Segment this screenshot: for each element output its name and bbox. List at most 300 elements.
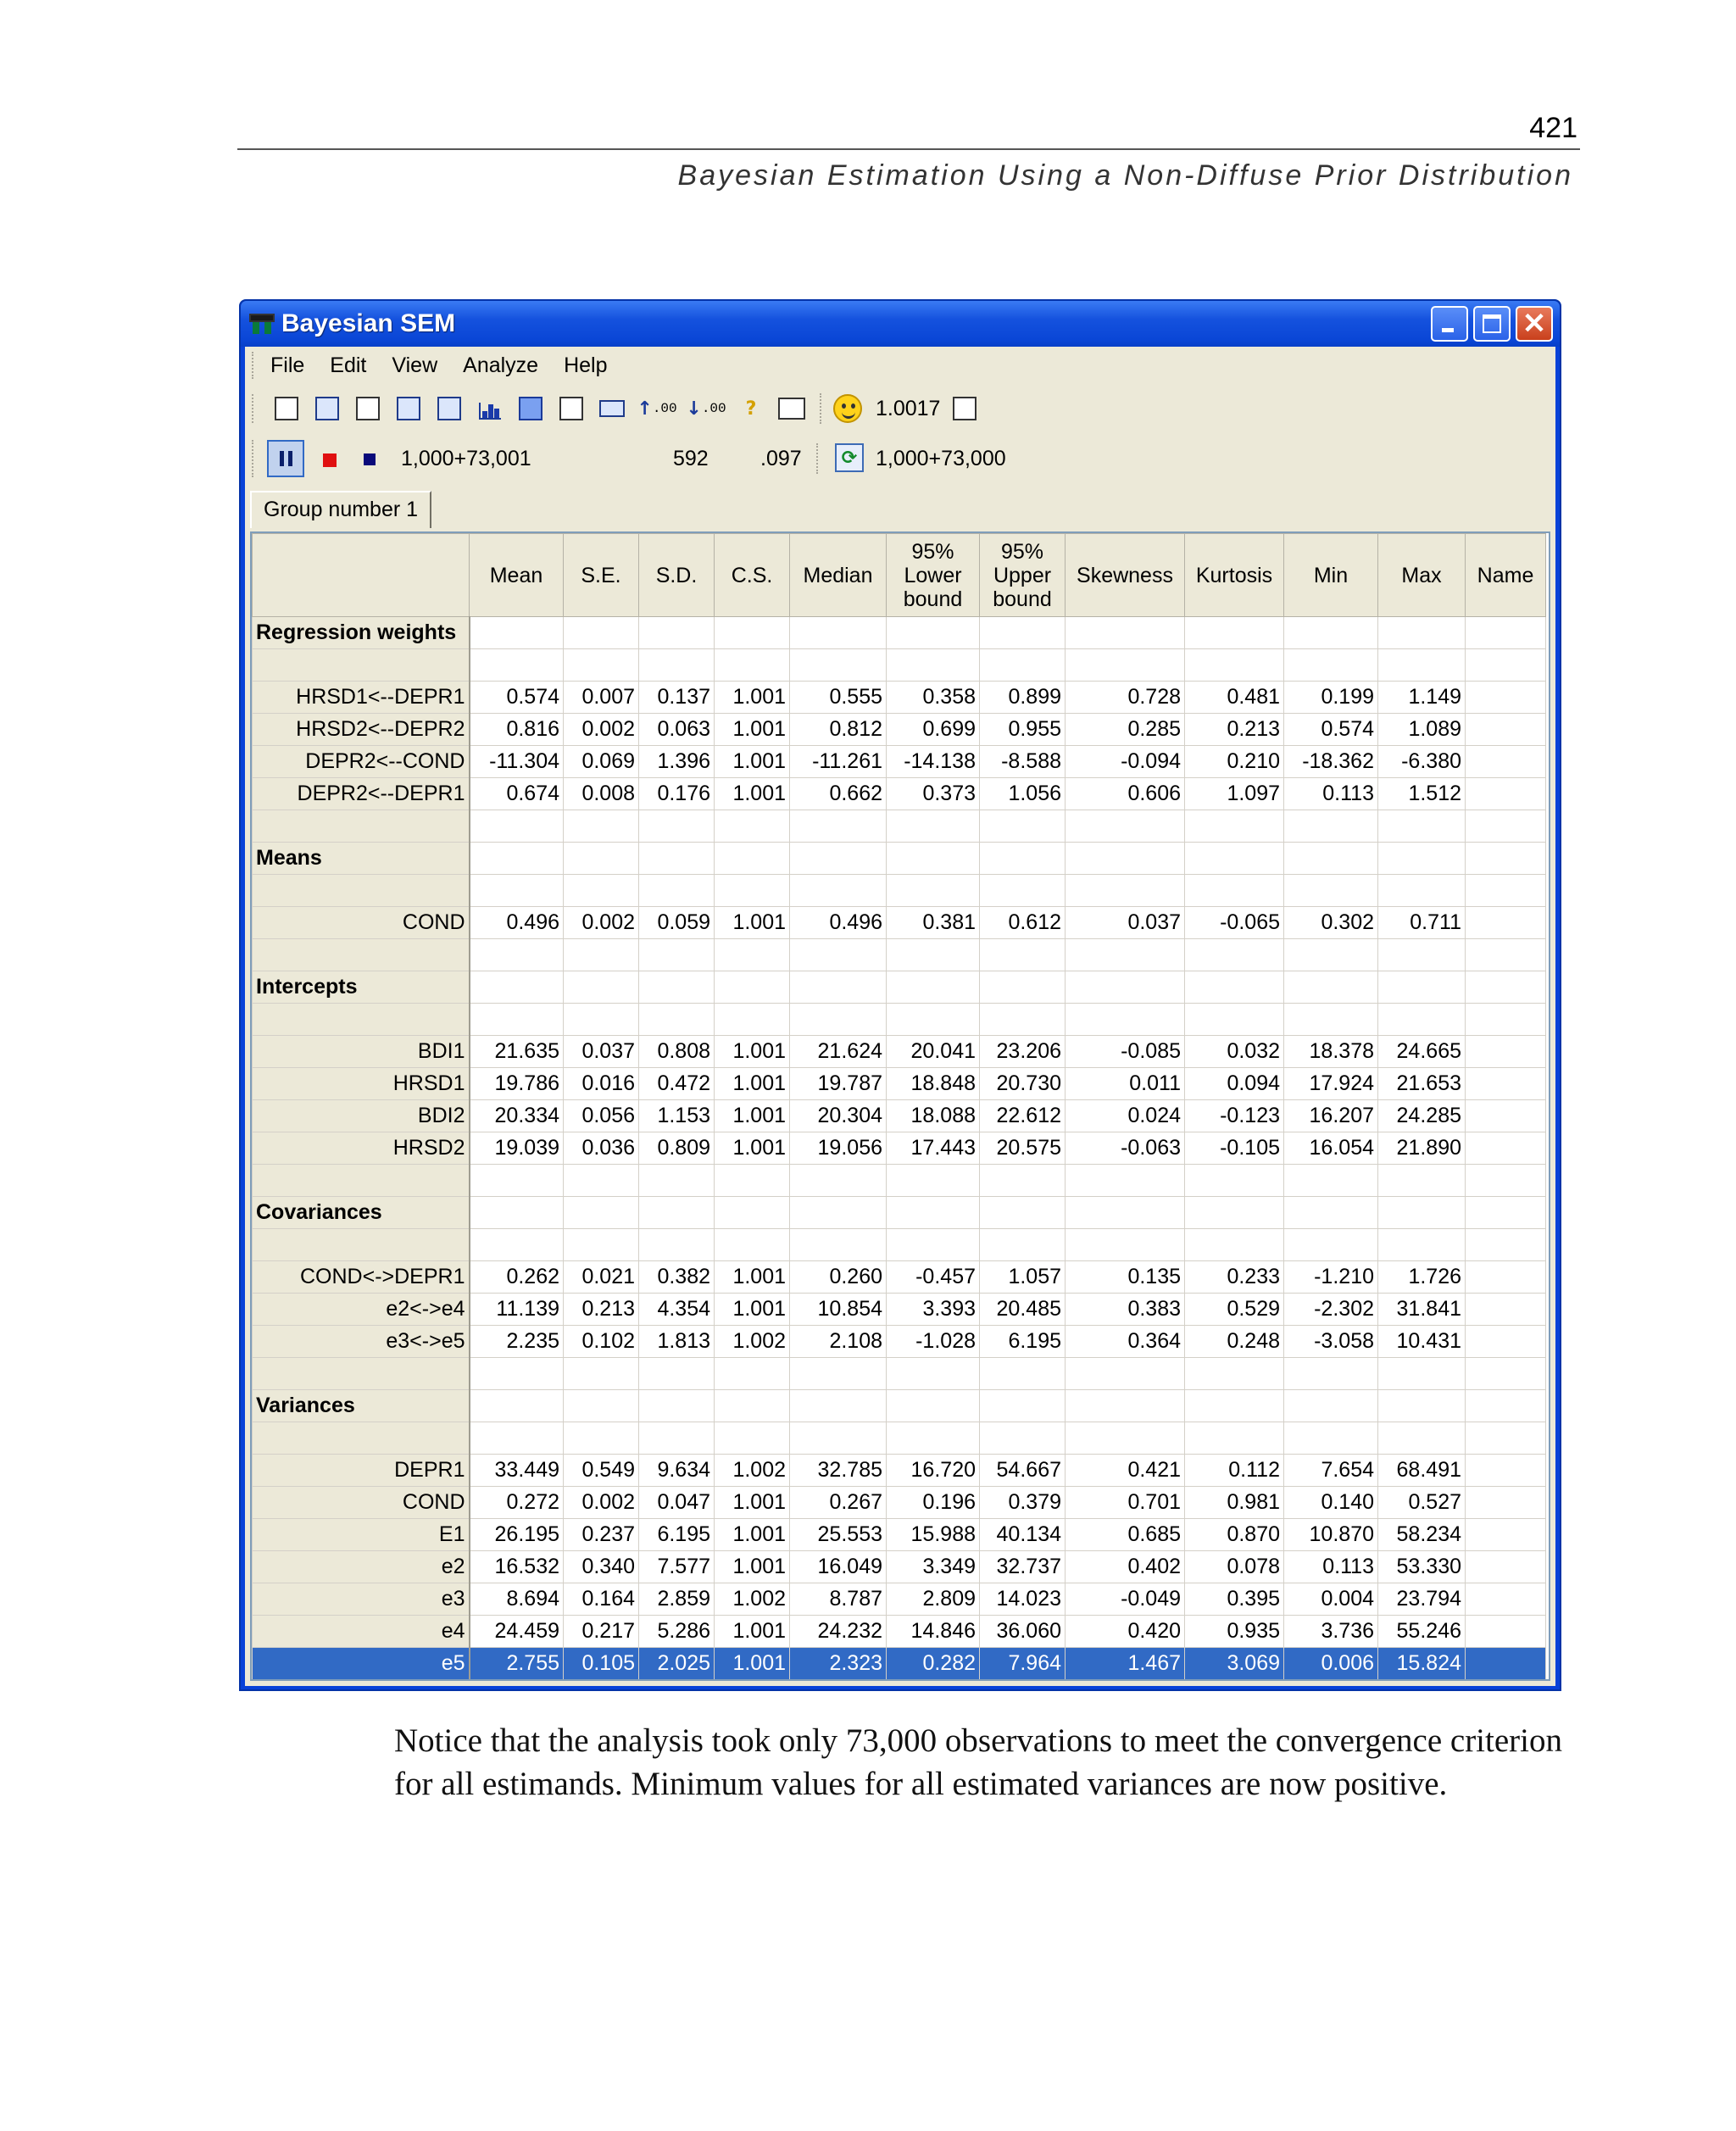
copy-icon[interactable] <box>352 392 384 425</box>
close-icon: ✕ <box>1522 308 1547 340</box>
menu-edit[interactable]: Edit <box>330 353 367 377</box>
table-cell <box>1466 1422 1546 1455</box>
table-cell <box>1185 971 1284 1004</box>
table-cell: 0.037 <box>1066 907 1185 939</box>
table-cell <box>980 1229 1066 1261</box>
table-cell <box>1066 1390 1185 1422</box>
table-cell: 10.870 <box>1284 1519 1378 1551</box>
table-cell: 2.755 <box>470 1648 564 1680</box>
table-cell <box>639 875 715 907</box>
table-cell: 1.057 <box>980 1261 1066 1294</box>
table-cell: 1.001 <box>715 1036 790 1068</box>
table-cell: -6.380 <box>1378 746 1466 778</box>
table-cell: 24.285 <box>1378 1100 1466 1132</box>
table-cell: 8.694 <box>470 1583 564 1616</box>
table-cell: 25.553 <box>790 1519 887 1551</box>
window-title: Bayesian SEM <box>281 309 456 337</box>
table-cell <box>887 810 980 843</box>
table-cell: 0.004 <box>1284 1583 1378 1616</box>
table-cell: 0.135 <box>1066 1261 1185 1294</box>
table-cell <box>639 939 715 971</box>
table-cell <box>564 1358 639 1390</box>
table-cell <box>1185 1422 1284 1455</box>
table-cell: -11.261 <box>790 746 887 778</box>
table-cell: 1.149 <box>1378 682 1466 714</box>
table-cell <box>715 649 790 682</box>
table-cell: 19.787 <box>790 1068 887 1100</box>
minimize-button[interactable] <box>1431 306 1468 342</box>
table-cell <box>715 971 790 1004</box>
table-cell <box>564 971 639 1004</box>
table-cell: 17.443 <box>887 1132 980 1165</box>
table-cell <box>887 875 980 907</box>
table-cell <box>1378 649 1466 682</box>
table-cell <box>470 1229 564 1261</box>
table-cell <box>470 1422 564 1455</box>
smiley-convergence-icon <box>833 394 862 423</box>
samples-per-second: 592 <box>673 447 709 470</box>
table-cell: 18.378 <box>1284 1036 1378 1068</box>
table-cell <box>1066 649 1185 682</box>
row-label: HRSD2 <box>253 1132 470 1165</box>
section-label: Regression weights <box>253 617 470 649</box>
table-cell: 0.002 <box>564 907 639 939</box>
table-cell: 24.232 <box>790 1616 887 1648</box>
sampling-toolbar-grip[interactable] <box>252 440 255 477</box>
table-cell: 0.382 <box>639 1261 715 1294</box>
table-cell <box>887 1358 980 1390</box>
menu-grip[interactable] <box>252 352 255 379</box>
table-cell <box>790 1422 887 1455</box>
table-cell: 0.059 <box>639 907 715 939</box>
table-cell: 19.039 <box>470 1132 564 1165</box>
table-cell <box>887 971 980 1004</box>
print-icon[interactable] <box>270 392 303 425</box>
table-cell <box>1284 971 1378 1004</box>
table-row[interactable] <box>253 1132 1546 1165</box>
table-cell: 1.001 <box>715 1487 790 1519</box>
help-pointer-icon[interactable]: ? <box>745 398 757 420</box>
results-table <box>252 533 1546 1680</box>
table-cell: 0.955 <box>980 714 1066 746</box>
row-label <box>253 1165 470 1197</box>
row-label <box>253 939 470 971</box>
section-header-row[interactable] <box>253 843 1546 875</box>
column-header[interactable]: C.S. <box>715 534 790 617</box>
table-cell: 0.078 <box>1185 1551 1284 1583</box>
sample-count: 1,000+73,001 <box>401 447 531 470</box>
table-cell: 0.420 <box>1066 1616 1185 1648</box>
table-cell: 0.210 <box>1185 746 1284 778</box>
table-cell <box>1466 971 1546 1004</box>
table-cell: 0.036 <box>564 1132 639 1165</box>
table-icon[interactable] <box>555 392 587 425</box>
column-header[interactable]: 95% Lower bound <box>887 534 980 617</box>
table-cell: 0.364 <box>1066 1326 1185 1358</box>
table-cell <box>790 617 887 649</box>
table-cell: 0.701 <box>1066 1487 1185 1519</box>
table-cell <box>470 649 564 682</box>
table-cell <box>1378 971 1466 1004</box>
table-row[interactable] <box>253 778 1546 810</box>
table-row[interactable] <box>253 1616 1546 1648</box>
table-cell <box>1378 1229 1466 1261</box>
results-grid[interactable] <box>250 531 1550 1681</box>
clipboard-icon[interactable] <box>433 392 465 425</box>
table-cell: 0.685 <box>1066 1519 1185 1551</box>
table-cell <box>790 1197 887 1229</box>
table-cell <box>1466 810 1546 843</box>
table-row[interactable] <box>253 1068 1546 1100</box>
row-label: COND <box>253 1487 470 1519</box>
table-cell: 0.008 <box>564 778 639 810</box>
page-number: 421 <box>1529 112 1577 144</box>
corner-header <box>253 534 470 617</box>
refresh-icon[interactable]: ⟳ <box>835 443 864 472</box>
table-cell: 3.069 <box>1185 1648 1284 1680</box>
table-cell: 32.785 <box>790 1455 887 1487</box>
menu-view[interactable]: View <box>392 353 438 377</box>
table-cell <box>980 843 1066 875</box>
row-label: HRSD1 <box>253 1068 470 1100</box>
decimals-up-label: .00 <box>652 401 677 416</box>
table-cell <box>1466 649 1546 682</box>
table-cell <box>1378 1358 1466 1390</box>
decimals-down-icon[interactable]: ↓ .00 <box>686 398 726 420</box>
table-cell <box>564 1229 639 1261</box>
table-cell <box>1378 810 1466 843</box>
row-label: e4 <box>253 1616 470 1648</box>
table-cell: 0.176 <box>639 778 715 810</box>
table-row-selected[interactable] <box>253 1648 1546 1680</box>
table-cell: 0.699 <box>887 714 980 746</box>
menu-help[interactable]: Help <box>564 353 608 377</box>
table-cell: 0.527 <box>1378 1487 1466 1519</box>
table-cell: 23.206 <box>980 1036 1066 1068</box>
table-cell: 10.431 <box>1378 1326 1466 1358</box>
table-cell: 0.002 <box>564 714 639 746</box>
table-cell <box>980 971 1066 1004</box>
table-cell: 14.846 <box>887 1616 980 1648</box>
table-cell <box>1466 1648 1546 1680</box>
table-cell <box>715 617 790 649</box>
table-cell: 0.808 <box>639 1036 715 1068</box>
table-cell: 0.496 <box>470 907 564 939</box>
body-paragraph: Notice that the analysis took only 73,000 observations to meet the convergence criterion for all estimands. Minimum values for all estimated variances are now positive. <box>394 1722 1562 1802</box>
table-cell: 1.001 <box>715 1551 790 1583</box>
table-row[interactable] <box>253 1036 1546 1068</box>
table-cell <box>887 1165 980 1197</box>
decimals-up-icon[interactable]: ↑ .00 <box>637 398 677 420</box>
table-cell: 1.813 <box>639 1326 715 1358</box>
table-cell <box>1066 1197 1185 1229</box>
column-header[interactable]: Skewness <box>1066 534 1185 617</box>
table-row[interactable] <box>253 682 1546 714</box>
table-cell <box>715 1390 790 1422</box>
table-cell: 1.001 <box>715 1068 790 1100</box>
table-cell <box>1185 649 1284 682</box>
section-label: Covariances <box>253 1197 470 1229</box>
table-cell: 1.001 <box>715 1648 790 1680</box>
options-icon[interactable] <box>392 392 425 425</box>
table-cell: 0.383 <box>1066 1294 1185 1326</box>
maximize-button[interactable] <box>1473 306 1511 342</box>
table-cell <box>790 971 887 1004</box>
table-cell <box>1284 649 1378 682</box>
minimize-icon <box>1442 328 1454 332</box>
table-cell: 0.285 <box>1066 714 1185 746</box>
table-cell: 15.988 <box>887 1519 980 1551</box>
row-label: e2 <box>253 1551 470 1583</box>
table-cell <box>564 649 639 682</box>
table-cell: 1.001 <box>715 1100 790 1132</box>
table-cell <box>470 1197 564 1229</box>
table-cell: 0.262 <box>470 1261 564 1294</box>
table-cell: 16.054 <box>1284 1132 1378 1165</box>
table-row[interactable] <box>253 1583 1546 1616</box>
table-cell <box>639 1197 715 1229</box>
column-header[interactable]: Max <box>1378 534 1466 617</box>
table-row-blank[interactable] <box>253 1229 1546 1261</box>
table-row[interactable] <box>253 1455 1546 1487</box>
table-cell: 2.235 <box>470 1326 564 1358</box>
table-cell <box>715 810 790 843</box>
toolbar-grip[interactable] <box>252 394 255 423</box>
table-cell <box>1284 1358 1378 1390</box>
table-row[interactable] <box>253 1519 1546 1551</box>
table-cell <box>639 1004 715 1036</box>
column-header[interactable]: Mean <box>470 534 564 617</box>
table-row-blank[interactable] <box>253 939 1546 971</box>
close-button[interactable] <box>1516 306 1553 342</box>
table-cell: 0.069 <box>564 746 639 778</box>
table-cell: 0.213 <box>1185 714 1284 746</box>
stop-button-icon[interactable] <box>364 453 376 465</box>
table-row[interactable] <box>253 714 1546 746</box>
table-cell <box>887 843 980 875</box>
column-header[interactable]: 95% Upper bound <box>980 534 1066 617</box>
table-cell: 8.787 <box>790 1583 887 1616</box>
column-header[interactable]: Min <box>1284 534 1378 617</box>
section-label: Variances <box>253 1390 470 1422</box>
table-cell: 20.485 <box>980 1294 1066 1326</box>
section-header-row[interactable] <box>253 1197 1546 1229</box>
table-cell <box>980 1390 1066 1422</box>
table-cell <box>564 810 639 843</box>
table-cell: 19.786 <box>470 1068 564 1100</box>
table-cell <box>790 1390 887 1422</box>
table-cell <box>790 810 887 843</box>
table-cell <box>564 1390 639 1422</box>
table-cell <box>1466 1519 1546 1551</box>
menu-analyze[interactable]: Analyze <box>463 353 539 377</box>
table-row-blank[interactable] <box>253 810 1546 843</box>
table-cell <box>564 1422 639 1455</box>
table-cell: 2.025 <box>639 1648 715 1680</box>
stop-sampling-icon[interactable] <box>323 453 337 467</box>
table-cell <box>639 810 715 843</box>
table-cell <box>980 649 1066 682</box>
table-row[interactable] <box>253 1261 1546 1294</box>
table-cell: 0.011 <box>1066 1068 1185 1100</box>
table-cell: 24.459 <box>470 1616 564 1648</box>
table-cell <box>1284 939 1378 971</box>
table-cell <box>1466 617 1546 649</box>
table-cell: 0.472 <box>639 1068 715 1100</box>
table-cell <box>1066 1358 1185 1390</box>
table-cell <box>980 1358 1066 1390</box>
table-cell <box>470 1390 564 1422</box>
help-book-icon[interactable] <box>776 392 808 425</box>
table-cell <box>564 875 639 907</box>
trace-icon[interactable] <box>515 392 547 425</box>
table-row[interactable] <box>253 746 1546 778</box>
table-cell: 18.848 <box>887 1068 980 1100</box>
table-cell <box>1066 810 1185 843</box>
table-cell <box>887 1390 980 1422</box>
table-cell: 2.108 <box>790 1326 887 1358</box>
table-cell: 0.112 <box>1185 1455 1284 1487</box>
table-row-blank[interactable] <box>253 649 1546 682</box>
table-cell: 0.016 <box>564 1068 639 1100</box>
pause-button[interactable] <box>267 440 304 477</box>
column-header[interactable]: Median <box>790 534 887 617</box>
table-cell <box>1066 1422 1185 1455</box>
table-cell: 7.654 <box>1284 1455 1378 1487</box>
table-cell <box>1378 1004 1466 1036</box>
table-cell: 21.635 <box>470 1036 564 1068</box>
table-cell: 40.134 <box>980 1519 1066 1551</box>
table-cell: 0.032 <box>1185 1036 1284 1068</box>
table-cell: 0.612 <box>980 907 1066 939</box>
table-cell <box>1466 682 1546 714</box>
table-row[interactable] <box>253 1326 1546 1358</box>
table-cell: 0.574 <box>1284 714 1378 746</box>
table-cell <box>980 617 1066 649</box>
table-cell <box>564 939 639 971</box>
table-row-blank[interactable] <box>253 875 1546 907</box>
row-label: BDI2 <box>253 1100 470 1132</box>
table-cell <box>1066 1229 1185 1261</box>
acceptance-rate: .097 <box>760 447 802 470</box>
window-client <box>245 347 1555 1686</box>
table-cell: 16.720 <box>887 1455 980 1487</box>
table-row[interactable] <box>253 907 1546 939</box>
column-header[interactable]: S.E. <box>564 534 639 617</box>
row-label <box>253 1422 470 1455</box>
table-cell: 0.113 <box>1284 778 1378 810</box>
table-row[interactable] <box>253 1100 1546 1132</box>
table-row-blank[interactable] <box>253 1358 1546 1390</box>
table-cell <box>980 810 1066 843</box>
table-cell: -0.065 <box>1185 907 1284 939</box>
table-cell <box>715 875 790 907</box>
table-cell <box>470 1004 564 1036</box>
table-cell <box>1466 1100 1546 1132</box>
print-preview-icon[interactable] <box>311 392 343 425</box>
table-cell: -0.123 <box>1185 1100 1284 1132</box>
histogram-icon[interactable] <box>474 392 506 425</box>
table-cell: 1.089 <box>1378 714 1466 746</box>
table-cell: 0.272 <box>470 1487 564 1519</box>
table-cell <box>564 1004 639 1036</box>
table-cell: 0.574 <box>470 682 564 714</box>
section-label: Intercepts <box>253 971 470 1004</box>
table-row[interactable] <box>253 1487 1546 1519</box>
table-cell: 0.816 <box>470 714 564 746</box>
table-cell <box>980 875 1066 907</box>
table-cell <box>887 617 980 649</box>
table-cell <box>1466 1616 1546 1648</box>
table-row-blank[interactable] <box>253 1165 1546 1197</box>
section-header-row[interactable] <box>253 971 1546 1004</box>
table-cell: -0.085 <box>1066 1036 1185 1068</box>
table-cell <box>1466 907 1546 939</box>
row-label <box>253 649 470 682</box>
table-cell <box>564 1197 639 1229</box>
table-row-blank[interactable] <box>253 1004 1546 1036</box>
table-cell <box>1185 1197 1284 1229</box>
table-cell <box>887 939 980 971</box>
table-cell <box>715 1229 790 1261</box>
table-cell <box>1466 843 1546 875</box>
row-label <box>253 875 470 907</box>
table-cell: 0.199 <box>1284 682 1378 714</box>
table-cell: 5.286 <box>639 1616 715 1648</box>
table-row[interactable] <box>253 1294 1546 1326</box>
table-cell: -18.362 <box>1284 746 1378 778</box>
table-cell: 0.662 <box>790 778 887 810</box>
table-cell: 16.207 <box>1284 1100 1378 1132</box>
decimals-down-label: .00 <box>701 401 726 416</box>
toolbar-separator <box>820 393 821 424</box>
table-cell: 0.358 <box>887 682 980 714</box>
table-cell: 0.402 <box>1066 1551 1185 1583</box>
column-header[interactable]: Kurtosis <box>1185 534 1284 617</box>
table-cell: 24.665 <box>1378 1036 1466 1068</box>
table-cell <box>1284 875 1378 907</box>
sampling-toolbar <box>245 435 1093 482</box>
table-row[interactable] <box>253 1551 1546 1583</box>
tab-group-number-1[interactable]: Group number 1 <box>250 491 431 528</box>
table-cell <box>1284 1390 1378 1422</box>
table-cell: 17.924 <box>1284 1068 1378 1100</box>
table-cell: 0.213 <box>564 1294 639 1326</box>
menu-file[interactable]: File <box>270 353 305 377</box>
table-cell: 16.049 <box>790 1551 887 1583</box>
table-cell: 21.624 <box>790 1036 887 1068</box>
analysis-sample-count: 1,000+73,000 <box>876 447 1006 470</box>
table-cell <box>980 939 1066 971</box>
table-cell <box>887 649 980 682</box>
print-results-icon[interactable] <box>949 392 981 425</box>
title-bar[interactable] <box>241 301 1560 347</box>
table-cell: 0.899 <box>980 682 1066 714</box>
table-cell <box>1066 843 1185 875</box>
table-cell: 1.001 <box>715 907 790 939</box>
table-cell <box>715 1358 790 1390</box>
table-cell <box>790 875 887 907</box>
section-header-row[interactable] <box>253 617 1546 649</box>
autocorrelation-icon[interactable] <box>596 392 628 425</box>
table-row-blank[interactable] <box>253 1422 1546 1455</box>
table-cell: 0.529 <box>1185 1294 1284 1326</box>
column-header[interactable]: Name <box>1466 534 1546 617</box>
section-header-row[interactable] <box>253 1390 1546 1422</box>
table-cell <box>715 843 790 875</box>
column-header[interactable]: S.D. <box>639 534 715 617</box>
table-cell <box>639 843 715 875</box>
